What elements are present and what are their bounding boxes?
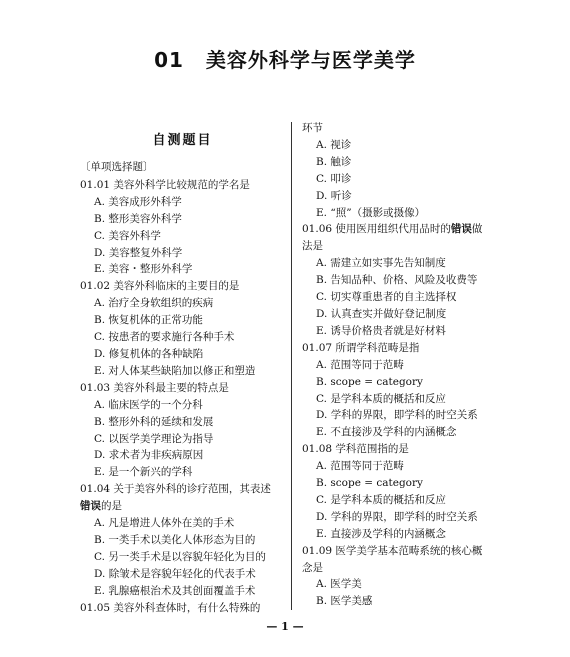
answer-option: E. 乳腺癌根治术及其创面覆盖手术 xyxy=(94,584,256,597)
answer-option: E. 不直接涉及学科的内涵概念 xyxy=(316,426,457,439)
answer-option: B. 整形美容外科学 xyxy=(94,212,182,225)
answer-option: B. 恢复机体的正常功能 xyxy=(94,314,203,327)
answer-option: D. 除皱术是容貌年轻化的代表手术 xyxy=(94,567,256,580)
answer-option: A. 视诊 xyxy=(316,138,352,151)
question-stem: 01.02 美容外科临床的主要目的是 xyxy=(80,280,240,293)
answer-option: B. 一类手术以美化人体形态为目的 xyxy=(94,533,256,546)
answer-option: B. 告知品种、价格、风险及收费等 xyxy=(316,274,478,287)
answer-option: A. 凡是增进人体外在美的手术 xyxy=(94,517,235,530)
answer-option: C. 是学科本质的概括和反应 xyxy=(316,392,446,405)
question-stem: 01.03 美容外科最主要的特点是 xyxy=(80,381,229,394)
answer-option: A. 需建立如实事先告知制度 xyxy=(316,257,446,270)
answer-option: E. 直接涉及学科的内涵概念 xyxy=(316,527,446,540)
page-number: — 1 — xyxy=(266,620,304,633)
answer-option: A. 治疗全身软组织的疾病 xyxy=(94,297,214,310)
answer-option: D. 认真查实并做好登记制度 xyxy=(316,307,447,320)
question-continuation: 环节 xyxy=(302,122,323,134)
answer-option: A. 范围等同于范畴 xyxy=(316,358,404,371)
answer-option: D. 美容整复外科学 xyxy=(94,246,183,259)
answer-option: C. 以医学美学理论为指导 xyxy=(94,432,214,445)
answer-option: A. 范围等同于范畴 xyxy=(316,460,404,473)
question-stem: 01.06 使用医用组织代用品时的错误做 xyxy=(302,223,483,236)
left-column xyxy=(80,133,285,616)
question-stem: 01.08 学科范围指的是 xyxy=(302,443,409,456)
answer-option: C. 是学科本质的概括和反应 xyxy=(316,493,446,506)
answer-option: B. scope = category xyxy=(316,375,423,388)
answer-option: A. 美容成形外科学 xyxy=(94,195,182,208)
question-stem: 01.05 美容外科查体时，有什么特殊的 xyxy=(80,601,261,614)
answer-option: A. 临床医学的一个分科 xyxy=(94,398,203,411)
question-stem: 01.09 医学美学基本范畴系统的核心概 xyxy=(302,544,483,557)
answer-option: E. 对人体某些缺陷加以修正和塑造 xyxy=(94,364,256,377)
answer-option: B. 整形外科的延续和发展 xyxy=(94,415,214,428)
right-column xyxy=(302,120,497,610)
answer-option: C. 叩诊 xyxy=(316,172,352,185)
question-continuation: 念是 xyxy=(302,561,323,574)
answer-option: A. 医学美 xyxy=(316,578,362,591)
answer-option: E. 是一个新兴的学科 xyxy=(94,466,193,479)
question-stem: 01.07 所谓学科范畴是指 xyxy=(302,341,420,354)
answer-option: C. 美容外科学 xyxy=(94,229,161,242)
emphasis-text: 错误 xyxy=(80,500,101,513)
answer-option: E. “照”（摄影或摄像） xyxy=(316,206,426,219)
answer-option: B. 医学美感 xyxy=(316,595,373,608)
question-type-label: 〔单项选择题〕 xyxy=(80,161,154,173)
answer-option: E. 美容・整形外科学 xyxy=(94,263,193,276)
question-stem: 01.04 关于美容外科的诊疗范围，其表述 xyxy=(80,483,271,496)
answer-option: C. 切实尊重患者的自主选择权 xyxy=(316,291,457,304)
answer-option: C. 另一类手术是以容貌年轻化为目的 xyxy=(94,550,266,563)
section-title: 自测题目 xyxy=(152,133,213,148)
answer-option: D. 求术者为非疾病原因 xyxy=(94,449,204,462)
answer-option: B. scope = category xyxy=(316,477,423,490)
answer-option: E. 诱导价格贵者就是好材料 xyxy=(316,324,446,337)
emphasis-text: 错误 xyxy=(450,223,472,236)
question-stem: 01.01 美容外科学比较规范的学名是 xyxy=(80,178,250,191)
page-title xyxy=(0,44,570,73)
answer-option: B. 触诊 xyxy=(316,155,352,168)
column-divider xyxy=(291,122,292,610)
answer-option: D. 学科的界限，即学科的时空关系 xyxy=(316,510,478,523)
answer-option: D. 修复机体的各种缺陷 xyxy=(94,347,204,360)
chapter-title: 美容外科学与医学美学 xyxy=(205,48,416,72)
answer-option: D. 学科的界限，即学科的时空关系 xyxy=(316,409,478,422)
question-continuation: 错误的是 xyxy=(80,500,122,513)
answer-option: C. 按患者的要求施行各种手术 xyxy=(94,331,235,344)
answer-option: D. 听诊 xyxy=(316,189,352,202)
chapter-number: 01 xyxy=(154,48,184,72)
question-continuation: 法是 xyxy=(302,240,323,253)
